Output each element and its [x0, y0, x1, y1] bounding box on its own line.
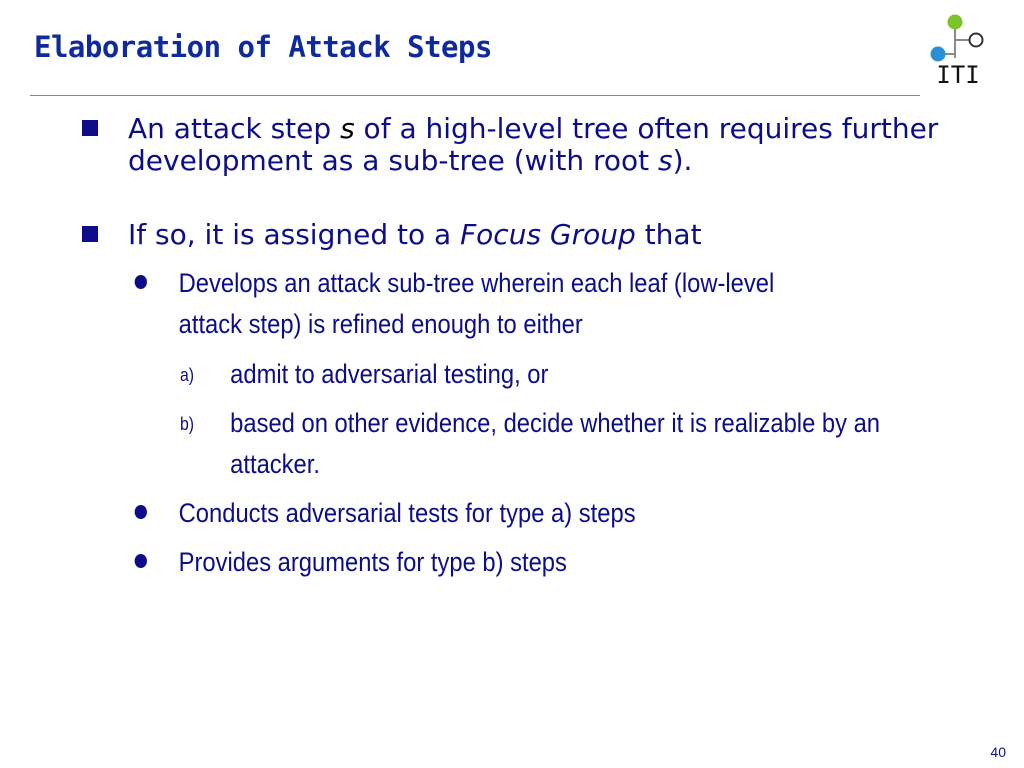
round-bullet-icon — [135, 275, 147, 289]
bullet-text: If so, it is assigned to a Focus Group that — [128, 218, 702, 251]
item-marker: a) — [180, 365, 195, 385]
item-text: admit to adversarial testing, or — [230, 359, 549, 389]
variable-s-root: s — [658, 144, 673, 177]
bullet-text: An attack step s of a high-level tree often requires further development as a sub-tree (with root s). — [128, 112, 939, 177]
sub-bullet-text: Provides arguments for type b) steps — [178, 547, 567, 577]
logo-text: ITI — [936, 61, 980, 89]
item-marker: b) — [180, 414, 195, 434]
focus-group-emphasis: Focus Group — [460, 218, 636, 251]
sub-bullet-provides — [132, 542, 827, 583]
bullet-attack-step — [82, 113, 942, 177]
page-number: 40 — [990, 744, 1006, 760]
square-bullet-icon — [82, 226, 98, 242]
square-bullet-icon — [82, 120, 98, 136]
item-text: based on other evidence, decide whether it is realizable by an attacker. — [230, 408, 881, 479]
bullet-focus-group — [82, 219, 942, 251]
round-bullet-icon — [135, 554, 147, 568]
sub-bullet-text: Conducts adversarial tests for type a) steps — [178, 498, 636, 528]
slide-title: Elaboration of Attack Steps — [34, 30, 492, 64]
sub-bullet-text: Develops an attack sub-tree wherein each leaf (low-level attack step) is refined enough to either — [178, 268, 775, 339]
title-divider — [30, 95, 920, 96]
sub-bullet-conducts — [132, 493, 827, 534]
iti-logo — [924, 10, 996, 90]
round-bullet-icon — [135, 505, 147, 519]
item-a — [180, 354, 910, 395]
iti-logo-graphic — [924, 10, 996, 90]
item-b — [180, 403, 910, 485]
variable-s: s — [340, 112, 355, 145]
sub-bullet-develops — [132, 263, 827, 345]
